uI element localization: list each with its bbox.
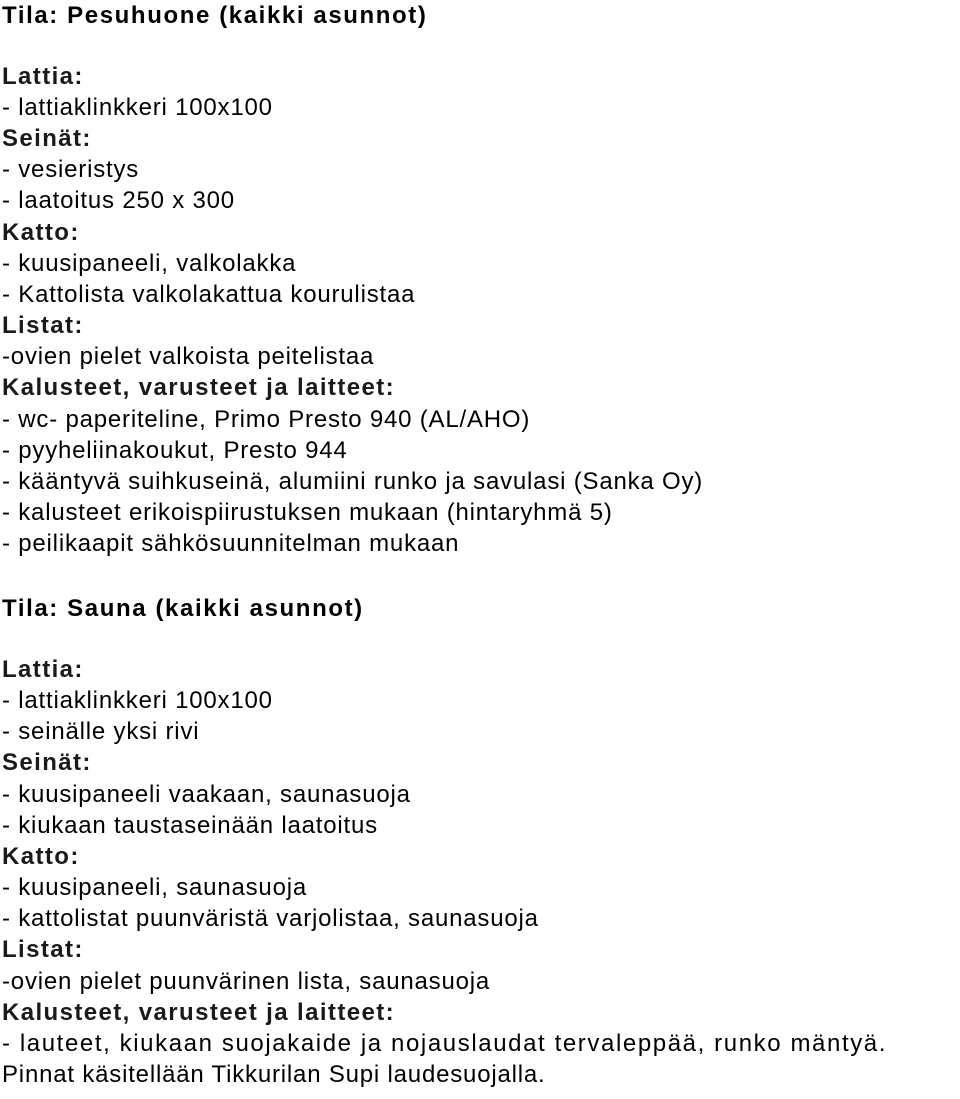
- floor-heading: Lattia:: [2, 656, 84, 683]
- list-item: Pinnat käsitellään Tikkurilan Supi laudesuojalla.: [2, 1061, 546, 1088]
- trims-heading: Listat:: [2, 936, 84, 963]
- walls-heading: Seinät:: [2, 125, 92, 152]
- list-item: - kuusipaneeli vaakaan, saunasuoja: [2, 781, 411, 808]
- list-item: - wc- paperiteline, Primo Presto 940 (AL/AHO): [2, 406, 531, 433]
- list-item: - lattiaklinkkeri 100x100: [2, 687, 273, 714]
- ceiling-heading: Katto:: [2, 219, 80, 246]
- list-item: - kiukaan taustaseinään laatoitus: [2, 812, 378, 839]
- list-item: - kalusteet erikoispiirustuksen mukaan (hintaryhmä 5): [2, 499, 613, 526]
- section-title-sauna: Tila: Sauna (kaikki asunnot): [2, 595, 364, 622]
- list-item: - kuusipaneeli, valkolakka: [2, 250, 297, 277]
- list-item: - laatoitus 250 x 300: [2, 187, 235, 214]
- ceiling-heading: Katto:: [2, 843, 80, 870]
- fixtures-heading: Kalusteet, varusteet ja laitteet:: [2, 374, 395, 401]
- section-title-bathroom: Tila: Pesuhuone (kaikki asunnot): [2, 2, 428, 29]
- list-item: - kuusipaneeli, saunasuoja: [2, 874, 307, 901]
- floor-heading: Lattia:: [2, 63, 84, 90]
- list-item: -ovien pielet puunvärinen lista, saunasuoja: [2, 968, 491, 995]
- trims-heading: Listat:: [2, 312, 84, 339]
- walls-heading: Seinät:: [2, 749, 92, 776]
- list-item: - lattiaklinkkeri 100x100: [2, 94, 273, 121]
- list-item: - vesieristys: [2, 156, 140, 183]
- list-item: - kattolistat puunväristä varjolistaa, saunasuoja: [2, 905, 539, 932]
- list-item: -ovien pielet valkoista peitelistaa: [2, 343, 375, 370]
- list-item: - lauteet, kiukaan suojakaide ja nojauslaudat tervaleppää, runko mäntyä.: [2, 1030, 888, 1057]
- fixtures-heading: Kalusteet, varusteet ja laitteet:: [2, 999, 395, 1026]
- list-item: - kääntyvä suihkuseinä, alumiini runko ja savulasi (Sanka Oy): [2, 468, 704, 495]
- list-item: - seinälle yksi rivi: [2, 718, 200, 745]
- list-item: - Kattolista valkolakattua kourulistaa: [2, 281, 416, 308]
- list-item: - peilikaapit sähkösuunnitelman mukaan: [2, 530, 460, 557]
- list-item: - pyyheliinakoukut, Presto 944: [2, 437, 348, 464]
